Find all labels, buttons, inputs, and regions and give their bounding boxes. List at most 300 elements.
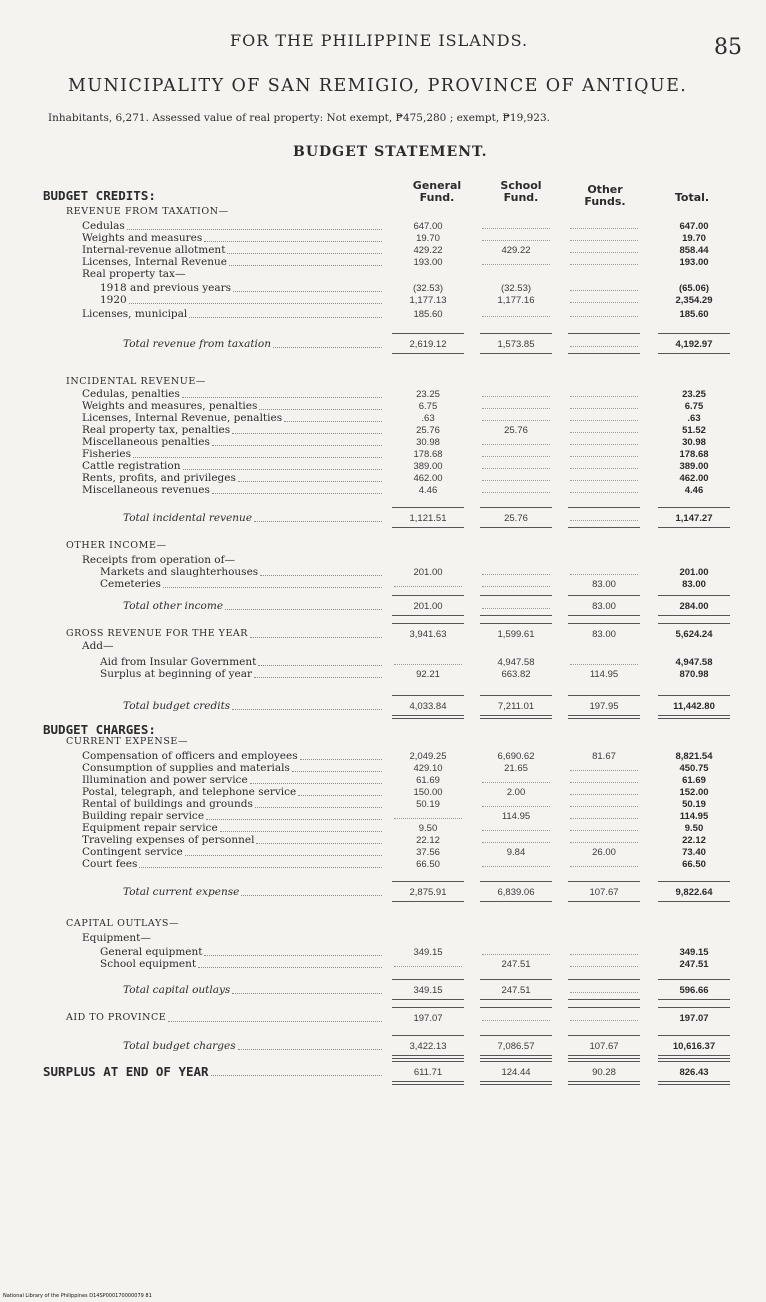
- amount-cell: 107.67: [589, 1041, 619, 1052]
- total-cell: 870.98: [679, 669, 709, 680]
- row-label: CAPITAL OUTLAYS—: [66, 918, 180, 929]
- total-cell: 83.00: [682, 579, 706, 590]
- total-cell: 19.70: [682, 233, 706, 244]
- leader-dots: [238, 1049, 382, 1050]
- empty-cell: [570, 1020, 638, 1021]
- total-cell: 596.66: [679, 985, 709, 996]
- amount-cell: 1,121.51: [409, 513, 447, 524]
- row-label: Total revenue from taxation: [123, 338, 271, 350]
- leader-dots: [260, 575, 382, 576]
- total-cell: 349.15: [679, 947, 709, 958]
- sum-rule: [392, 507, 464, 508]
- empty-cell: [482, 842, 550, 843]
- sum-rule: [392, 979, 464, 980]
- amount-cell: 83.00: [592, 601, 616, 612]
- sum-rule: [568, 1007, 640, 1008]
- amount-cell: 83.00: [592, 579, 616, 590]
- leader-dots: [232, 993, 382, 994]
- amount-cell: 429.22: [501, 245, 531, 256]
- amount-cell: 2.00: [506, 787, 526, 798]
- amount-cell: .63: [421, 413, 435, 424]
- empty-cell: [482, 444, 550, 445]
- empty-cell: [570, 664, 638, 665]
- row-label: Equipment repair service: [82, 822, 218, 834]
- leader-dots: [298, 795, 382, 796]
- total-cell: .63: [687, 413, 701, 424]
- empty-cell: [570, 240, 638, 241]
- sum-rule: [658, 623, 730, 624]
- total-underline: [658, 527, 730, 528]
- row-label: Real property tax—: [82, 268, 186, 280]
- row-label: INCIDENTAL REVENUE—: [66, 376, 206, 387]
- sum-rule: [392, 623, 464, 624]
- total-underline: [392, 527, 464, 528]
- total-underline: [568, 527, 640, 528]
- empty-cell: [570, 302, 638, 303]
- amount-cell: 23.25: [416, 389, 440, 400]
- amount-cell: 124.44: [501, 1067, 531, 1078]
- total-cell: 450.75: [679, 763, 709, 774]
- row-label: CURRENT EXPENSE—: [66, 736, 189, 747]
- empty-cell: [394, 818, 462, 819]
- row-label: BUDGET CHARGES:: [43, 722, 156, 737]
- empty-cell: [482, 396, 550, 397]
- empty-cell: [570, 420, 638, 421]
- amount-cell: 6.75: [418, 401, 438, 412]
- amount-cell: 9.84: [506, 847, 526, 858]
- amount-cell: 114.95: [589, 669, 619, 680]
- total-cell: 6.75: [684, 401, 704, 412]
- row-label: Licenses, Internal Revenue, penalties: [82, 412, 283, 424]
- total-cell: 4,192.97: [675, 339, 713, 350]
- empty-cell: [570, 992, 638, 993]
- total-cell: 23.25: [682, 389, 706, 400]
- row-label: Cemeteries: [100, 578, 161, 590]
- total-underline: [568, 715, 640, 719]
- sum-rule: [568, 333, 640, 334]
- total-cell: 178.68: [679, 449, 709, 460]
- sum-rule: [658, 1035, 730, 1036]
- amount-cell: 19.70: [416, 233, 440, 244]
- total-cell: 114.95: [679, 811, 709, 822]
- budget-statement-title: BUDGET STATEMENT.: [293, 144, 488, 160]
- row-label: Licenses, municipal: [82, 308, 188, 320]
- sum-rule: [480, 333, 552, 334]
- sum-rule: [568, 623, 640, 624]
- total-cell: 8,821.54: [675, 751, 713, 762]
- total-underline: [480, 715, 552, 719]
- empty-cell: [482, 608, 550, 609]
- total-cell: 1,147.27: [675, 513, 713, 524]
- leader-dots: [183, 469, 382, 470]
- total-cell: 389.00: [679, 461, 709, 472]
- total-underline: [392, 1055, 464, 1059]
- empty-cell: [482, 954, 550, 955]
- row-label: Cedulas, penalties: [82, 388, 180, 400]
- leader-dots: [250, 783, 382, 784]
- sum-rule: [480, 1061, 552, 1062]
- amount-cell: 1,177.16: [497, 295, 535, 306]
- empty-cell: [570, 396, 638, 397]
- empty-cell: [482, 316, 550, 317]
- total-cell: 152.00: [679, 787, 709, 798]
- empty-cell: [570, 408, 638, 409]
- amount-cell: 185.60: [413, 309, 443, 320]
- amount-cell: 4,947.58: [497, 657, 535, 668]
- leader-dots: [254, 677, 382, 678]
- row-label: Compensation of officers and employees: [82, 750, 298, 762]
- sum-rule: [392, 695, 464, 696]
- sum-rule: [568, 979, 640, 980]
- row-label: Licenses, Internal Revenue: [82, 256, 227, 268]
- column-header-school: School Fund.: [500, 179, 542, 204]
- leader-dots: [250, 637, 382, 638]
- amount-cell: 150.00: [413, 787, 443, 798]
- total-underline: [392, 901, 464, 902]
- total-cell: 247.51: [679, 959, 709, 970]
- row-label: Rental of buildings and grounds: [82, 798, 253, 810]
- amount-cell: 83.00: [592, 629, 616, 640]
- amount-cell: 25.76: [504, 513, 528, 524]
- sum-rule: [480, 1035, 552, 1036]
- leader-dots: [129, 303, 382, 304]
- amount-cell: 3,422.13: [409, 1041, 447, 1052]
- row-label: Add—: [82, 640, 114, 652]
- total-cell: 193.00: [679, 257, 709, 268]
- row-label: Cedulas: [82, 220, 125, 232]
- total-cell: 4,947.58: [675, 657, 713, 668]
- amount-cell: 107.67: [589, 887, 619, 898]
- empty-cell: [570, 492, 638, 493]
- sum-rule: [568, 595, 640, 596]
- empty-cell: [482, 492, 550, 493]
- empty-cell: [482, 782, 550, 783]
- amount-cell: 9.50: [418, 823, 438, 834]
- amount-cell: 7,211.01: [497, 701, 535, 712]
- leader-dots: [258, 665, 382, 666]
- sum-rule: [568, 1061, 640, 1062]
- amount-cell: 178.68: [413, 449, 443, 460]
- empty-cell: [482, 408, 550, 409]
- sum-rule: [568, 1035, 640, 1036]
- amount-cell: 1,177.13: [409, 295, 447, 306]
- total-cell: 201.00: [679, 567, 709, 578]
- amount-cell: 22.12: [416, 835, 440, 846]
- total-underline: [658, 353, 730, 354]
- amount-cell: 2,875.91: [409, 887, 447, 898]
- total-cell: 185.60: [679, 309, 709, 320]
- amount-cell: 61.69: [416, 775, 440, 786]
- amount-cell: 349.15: [413, 985, 443, 996]
- total-cell: 462.00: [679, 473, 709, 484]
- leader-dots: [256, 843, 382, 844]
- total-underline: [480, 527, 552, 528]
- total-cell: 50.19: [682, 799, 706, 810]
- total-underline: [480, 999, 552, 1000]
- row-label: Total budget charges: [123, 1040, 236, 1052]
- amount-cell: 50.19: [416, 799, 440, 810]
- row-label: Equipment—: [82, 932, 151, 944]
- total-cell: 2,354.29: [675, 295, 713, 306]
- empty-cell: [482, 480, 550, 481]
- total-cell: 10,616.37: [672, 1041, 716, 1052]
- sum-rule: [658, 1007, 730, 1008]
- total-cell: 30.98: [682, 437, 706, 448]
- leader-dots: [212, 445, 382, 446]
- amount-cell: 25.76: [504, 425, 528, 436]
- amount-cell: 201.00: [413, 567, 443, 578]
- sum-rule: [480, 1007, 552, 1008]
- total-cell: 858.44: [679, 245, 709, 256]
- amount-cell: 26.00: [592, 847, 616, 858]
- sum-rule: [568, 695, 640, 696]
- empty-cell: [570, 520, 638, 521]
- amount-cell: 6,839.06: [497, 887, 535, 898]
- leader-dots: [241, 895, 382, 896]
- total-underline: [392, 999, 464, 1000]
- empty-cell: [570, 954, 638, 955]
- total-underline: [568, 1081, 640, 1085]
- row-label: AID TO PROVINCE: [66, 1012, 167, 1023]
- row-label: OTHER INCOME—: [66, 540, 167, 551]
- column-header-general: General Fund.: [412, 179, 462, 204]
- leader-dots: [232, 709, 382, 710]
- total-underline: [480, 353, 552, 354]
- sum-rule: [392, 1007, 464, 1008]
- total-cell: 4.46: [684, 485, 704, 496]
- empty-cell: [482, 830, 550, 831]
- empty-cell: [570, 574, 638, 575]
- total-cell: 5,624.24: [675, 629, 713, 640]
- amount-cell: 4.46: [418, 485, 438, 496]
- total-cell: 284.00: [679, 601, 709, 612]
- total-underline: [568, 615, 640, 616]
- total-underline: [658, 1081, 730, 1085]
- empty-cell: [570, 866, 638, 867]
- inhabitants-line: Inhabitants, 6,271. Assessed value of real property: Not exempt, ₱475,280 ; exempt, ₱19,923.: [48, 112, 550, 124]
- amount-cell: (32.53): [500, 283, 532, 294]
- empty-cell: [570, 966, 638, 967]
- amount-cell: 37.56: [416, 847, 440, 858]
- sum-rule: [658, 333, 730, 334]
- amount-cell: 92.21: [416, 669, 440, 680]
- empty-cell: [570, 228, 638, 229]
- row-label: Fisheries: [82, 448, 131, 460]
- row-label: REVENUE FROM TAXATION—: [66, 206, 229, 217]
- sum-rule: [392, 595, 464, 596]
- leader-dots: [292, 771, 382, 772]
- amount-cell: 193.00: [413, 257, 443, 268]
- sum-rule: [658, 881, 730, 882]
- sum-rule: [568, 881, 640, 882]
- row-label: Surplus at beginning of year: [100, 668, 253, 680]
- amount-cell: 197.07: [413, 1013, 443, 1024]
- amount-cell: 429.10: [413, 763, 443, 774]
- row-label: 1920: [100, 294, 127, 306]
- leader-dots: [273, 347, 382, 348]
- total-cell: 22.12: [682, 835, 706, 846]
- empty-cell: [394, 664, 462, 665]
- leader-dots: [212, 493, 382, 494]
- empty-cell: [482, 806, 550, 807]
- empty-cell: [570, 264, 638, 265]
- total-underline: [392, 1081, 464, 1085]
- leader-dots: [182, 397, 382, 398]
- sum-rule: [568, 507, 640, 508]
- empty-cell: [570, 444, 638, 445]
- empty-cell: [570, 432, 638, 433]
- empty-cell: [482, 228, 550, 229]
- row-label: Cattle registration: [82, 460, 181, 472]
- row-label: Receipts from operation of—: [82, 554, 236, 566]
- row-label: Weights and measures, penalties: [82, 400, 258, 412]
- amount-cell: 90.28: [592, 1067, 616, 1078]
- leader-dots: [185, 855, 382, 856]
- total-cell: 73.40: [682, 847, 706, 858]
- leader-dots: [227, 253, 382, 254]
- empty-cell: [482, 586, 550, 587]
- empty-cell: [570, 842, 638, 843]
- empty-cell: [482, 1020, 550, 1021]
- empty-cell: [394, 586, 462, 587]
- empty-cell: [570, 252, 638, 253]
- total-cell: 51.52: [682, 425, 706, 436]
- leader-dots: [133, 457, 382, 458]
- empty-cell: [482, 468, 550, 469]
- leader-dots: [232, 433, 382, 434]
- total-underline: [658, 999, 730, 1000]
- sum-rule: [392, 1035, 464, 1036]
- total-underline: [658, 715, 730, 719]
- total-underline: [480, 615, 552, 616]
- row-label: School equipment: [100, 958, 197, 970]
- total-underline: [658, 1055, 730, 1059]
- amount-cell: 429.22: [413, 245, 443, 256]
- sum-rule: [392, 1061, 464, 1062]
- amount-cell: 462.00: [413, 473, 443, 484]
- amount-cell: 2,049.25: [409, 751, 447, 762]
- amount-cell: 2,619.12: [409, 339, 447, 350]
- row-label: Consumption of supplies and materials: [82, 762, 290, 774]
- total-cell: 66.50: [682, 859, 706, 870]
- row-label: Postal, telegraph, and telephone service: [82, 786, 297, 798]
- total-cell: (65.06): [678, 283, 710, 294]
- row-label: 1918 and previous years: [100, 282, 232, 294]
- amount-cell: 6,690.62: [497, 751, 535, 762]
- row-label: Internal-revenue allotment: [82, 244, 226, 256]
- total-underline: [480, 1081, 552, 1085]
- empty-cell: [570, 346, 638, 347]
- sum-rule: [658, 695, 730, 696]
- leader-dots: [259, 409, 382, 410]
- amount-cell: 663.82: [501, 669, 531, 680]
- leader-dots: [189, 317, 382, 318]
- row-label: Total capital outlays: [123, 984, 231, 996]
- amount-cell: 81.67: [592, 751, 616, 762]
- row-label: Rents, profits, and privileges: [82, 472, 236, 484]
- empty-cell: [482, 264, 550, 265]
- total-cell: 826.43: [679, 1067, 709, 1078]
- amount-cell: 30.98: [416, 437, 440, 448]
- leader-dots: [225, 609, 382, 610]
- sum-rule: [658, 1061, 730, 1062]
- total-cell: 61.69: [682, 775, 706, 786]
- sum-rule: [658, 595, 730, 596]
- row-label: Illumination and power service: [82, 774, 248, 786]
- total-underline: [568, 901, 640, 902]
- running-head: FOR THE PHILIPPINE ISLANDS.: [230, 31, 529, 50]
- amount-cell: 66.50: [416, 859, 440, 870]
- empty-cell: [570, 818, 638, 819]
- row-label: Real property tax, penalties: [82, 424, 231, 436]
- total-underline: [568, 353, 640, 354]
- row-label: Markets and slaughterhouses: [100, 566, 259, 578]
- column-header-total: Total.: [674, 191, 710, 204]
- library-footer: National Library of the Philippines D14SP000170000079 81: [3, 1293, 152, 1299]
- total-underline: [658, 901, 730, 902]
- leader-dots: [255, 807, 382, 808]
- amount-cell: 25.76: [416, 425, 440, 436]
- sum-rule: [658, 979, 730, 980]
- sum-rule: [480, 695, 552, 696]
- amount-cell: 3,941.63: [409, 629, 447, 640]
- leader-dots: [163, 587, 382, 588]
- empty-cell: [394, 966, 462, 967]
- leader-dots: [238, 481, 382, 482]
- row-label: Total other income: [123, 600, 224, 612]
- row-label: Total budget credits: [123, 700, 231, 712]
- empty-cell: [482, 574, 550, 575]
- empty-cell: [570, 468, 638, 469]
- total-underline: [392, 353, 464, 354]
- sum-rule: [658, 507, 730, 508]
- empty-cell: [570, 830, 638, 831]
- empty-cell: [570, 290, 638, 291]
- sum-rule: [480, 881, 552, 882]
- leader-dots: [229, 265, 382, 266]
- row-label: Building repair service: [82, 810, 205, 822]
- amount-cell: 389.00: [413, 461, 443, 472]
- column-header-other: Other Funds.: [584, 183, 626, 208]
- sum-rule: [480, 979, 552, 980]
- leader-dots: [168, 1021, 382, 1022]
- total-cell: 647.00: [679, 221, 709, 232]
- leader-dots: [233, 291, 382, 292]
- empty-cell: [570, 316, 638, 317]
- leader-dots: [139, 867, 382, 868]
- amount-cell: 114.95: [501, 811, 531, 822]
- row-label: BUDGET CREDITS:: [43, 188, 156, 203]
- amount-cell: 197.95: [589, 701, 619, 712]
- sum-rule: [392, 881, 464, 882]
- total-underline: [658, 615, 730, 616]
- row-label: Miscellaneous revenues: [82, 484, 210, 496]
- row-label: Court fees: [82, 858, 138, 870]
- leader-dots: [300, 759, 382, 760]
- sum-rule: [480, 507, 552, 508]
- row-label: Miscellaneous penalties: [82, 436, 210, 448]
- total-cell: 9.50: [684, 823, 704, 834]
- empty-cell: [570, 456, 638, 457]
- leader-dots: [206, 819, 382, 820]
- empty-cell: [482, 456, 550, 457]
- total-underline: [392, 715, 464, 719]
- total-underline: [568, 999, 640, 1000]
- total-cell: 9,822.64: [675, 887, 713, 898]
- leader-dots: [198, 967, 382, 968]
- amount-cell: 1,573.85: [497, 339, 535, 350]
- row-label: Contingent service: [82, 846, 183, 858]
